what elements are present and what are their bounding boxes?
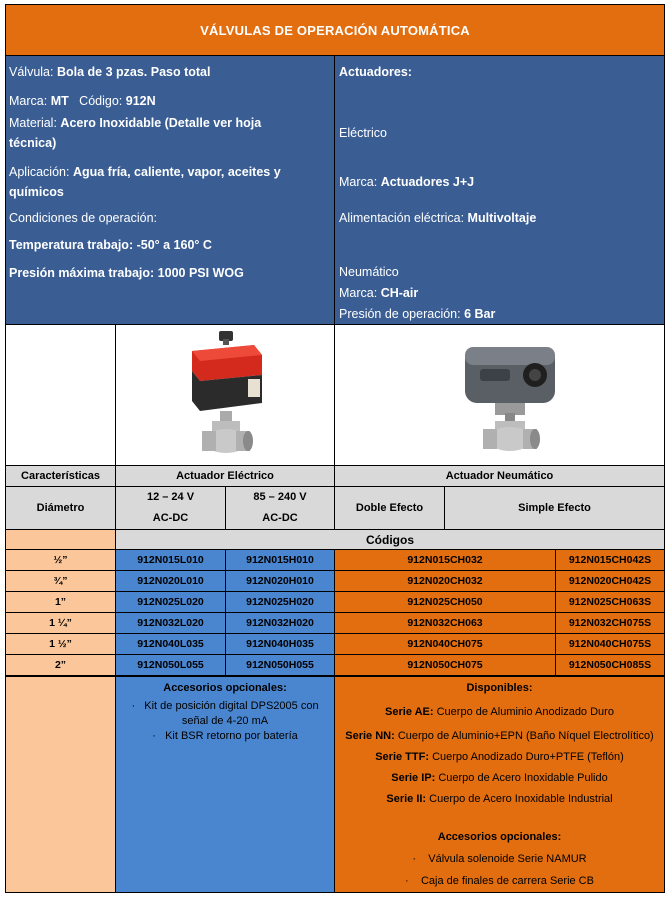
pneumatic-accessory-item-1: · Válvula solenoide Serie NAMUR bbox=[412, 853, 587, 865]
pneumatic-accessories-title: Accesorios opcionales: bbox=[437, 831, 562, 843]
series-item bbox=[335, 750, 664, 765]
series-desc: Cuerpo de Aluminio Anodizado Duro bbox=[436, 706, 614, 718]
available-title: Disponibles: bbox=[466, 682, 533, 694]
row-size: ¾” bbox=[5, 570, 116, 592]
row-size: 1” bbox=[5, 591, 116, 613]
electric-brand-line: Marca: Actuadores J+J bbox=[339, 175, 475, 189]
electric-accessories-title: Accesorios opcionales: bbox=[163, 682, 287, 694]
voltage-low-line2: AC-DC bbox=[152, 512, 189, 524]
row-code: 912N040CH075 bbox=[334, 633, 556, 655]
codes-row-blank bbox=[5, 529, 116, 550]
pneumatic-available-panel bbox=[334, 676, 665, 893]
row-code: 912N020H010 bbox=[225, 570, 335, 592]
series-name: Serie TTF: bbox=[375, 751, 430, 763]
row-code: 912N025CH063S bbox=[555, 591, 665, 613]
row-code: 912N040CH075S bbox=[555, 633, 665, 655]
electric-accessory-item-1: · Kit de posición digital DPS2005 con bbox=[131, 700, 319, 712]
pressure-line: Presión máxima trabajo: 1000 PSI WOG bbox=[9, 266, 244, 280]
row-code: 912N020CH042S bbox=[555, 570, 665, 592]
power-line: Alimentación eléctrica: Multivoltaje bbox=[339, 211, 537, 225]
actuator-info-panel bbox=[334, 55, 665, 325]
row-code: 912N015L010 bbox=[115, 549, 226, 571]
material-line-2: técnica) bbox=[9, 136, 57, 150]
row-code: 912N050CH085S bbox=[555, 654, 665, 676]
row-code: 912N020L010 bbox=[115, 570, 226, 592]
valve-info-panel bbox=[5, 55, 335, 325]
electric-heading: Eléctrico bbox=[339, 126, 387, 140]
row-code: 912N050L055 bbox=[115, 654, 226, 676]
codes-header: Códigos bbox=[115, 529, 665, 550]
row-code: 912N050H055 bbox=[225, 654, 335, 676]
row-code: 912N025H020 bbox=[225, 591, 335, 613]
page-title bbox=[5, 4, 665, 56]
application-line: Aplicación: Agua fría, caliente, vapor, aceites y bbox=[9, 165, 281, 179]
electric-actuator-image bbox=[115, 324, 335, 466]
page-title-text: VÁLVULAS DE OPERACIÓN AUTOMÁTICA bbox=[200, 22, 470, 38]
material-line: Material: Acero Inoxidable (Detalle ver hoja bbox=[9, 116, 262, 130]
voltage-low-line1: 12 – 24 V bbox=[146, 491, 195, 503]
row-code: 912N032CH063 bbox=[334, 612, 556, 634]
row-code: 912N040L035 bbox=[115, 633, 226, 655]
application-line-2: químicos bbox=[9, 185, 64, 199]
single-effect-header: Simple Efecto bbox=[444, 486, 665, 530]
pneumatic-actuator-image bbox=[334, 324, 665, 466]
image-row-blank bbox=[5, 324, 116, 466]
brand-line: Marca: MT Código: 912N bbox=[9, 94, 156, 108]
row-code: 912N032L020 bbox=[115, 612, 226, 634]
electric-actuator-header: Actuador Eléctrico bbox=[115, 465, 335, 487]
series-name: Serie IP: bbox=[391, 772, 436, 784]
series-name: Serie NN: bbox=[345, 730, 395, 742]
series-name: Serie II: bbox=[386, 793, 427, 805]
electric-accessories-panel bbox=[115, 676, 335, 893]
series-item bbox=[335, 792, 664, 807]
voltage-low-header bbox=[115, 486, 226, 530]
op-pressure-line: Presión de operación: 6 Bar bbox=[339, 307, 496, 321]
series-item bbox=[335, 771, 664, 786]
valve-line: Válvula: Bola de 3 pzas. Paso total bbox=[9, 65, 211, 79]
double-effect-header: Doble Efecto bbox=[334, 486, 445, 530]
electric-accessory-item-1-line2: señal de 4-20 mA bbox=[181, 715, 269, 727]
temperature-line: Temperatura trabajo: -50° a 160° C bbox=[9, 238, 212, 252]
bottom-blank bbox=[5, 676, 116, 893]
characteristics-header: Características bbox=[5, 465, 116, 487]
pneumatic-brand-line: Marca: CH-air bbox=[339, 286, 419, 300]
pneumatic-actuator-valve-icon bbox=[335, 325, 664, 465]
voltage-high-header bbox=[225, 486, 335, 530]
row-code: 912N050CH075 bbox=[334, 654, 556, 676]
series-item bbox=[335, 705, 664, 720]
row-size: 1 ½” bbox=[5, 633, 116, 655]
pneumatic-heading: Neumático bbox=[339, 265, 399, 279]
series-name: Serie AE: bbox=[385, 706, 434, 718]
pneumatic-accessory-item-2: · Caja de finales de carrera Serie CB bbox=[405, 875, 594, 887]
pneumatic-actuator-header: Actuador Neumático bbox=[334, 465, 665, 487]
diameter-header: Diámetro bbox=[5, 486, 116, 530]
series-desc: Cuerpo de Acero Inoxidable Industrial bbox=[429, 793, 613, 805]
row-code: 912N025CH050 bbox=[334, 591, 556, 613]
row-code: 912N015CH032 bbox=[334, 549, 556, 571]
row-code: 912N025L020 bbox=[115, 591, 226, 613]
actuators-heading: Actuadores: bbox=[339, 65, 412, 79]
series-desc: Cuerpo de Acero Inoxidable Pulido bbox=[438, 772, 608, 784]
electric-actuator-valve-icon bbox=[116, 325, 334, 465]
row-code: 912N032H020 bbox=[225, 612, 335, 634]
row-size: 2” bbox=[5, 654, 116, 676]
series-item bbox=[335, 729, 664, 744]
conditions-line: Condiciones de operación: bbox=[9, 211, 158, 225]
row-size: 1 ¼” bbox=[5, 612, 116, 634]
row-code: 912N032CH075S bbox=[555, 612, 665, 634]
row-code: 912N015H010 bbox=[225, 549, 335, 571]
row-size: ½” bbox=[5, 549, 116, 571]
voltage-high-line2: AC-DC bbox=[262, 512, 298, 524]
row-code: 912N015CH042S bbox=[555, 549, 665, 571]
row-code: 912N040H035 bbox=[225, 633, 335, 655]
series-desc: Cuerpo Anodizado Duro+PTFE (Teflón) bbox=[432, 751, 624, 763]
series-desc: Cuerpo de Aluminio+EPN (Baño Níquel Electrolítico) bbox=[397, 730, 654, 742]
electric-accessory-item-2: · Kit BSR retorno por batería bbox=[152, 730, 298, 742]
row-code: 912N020CH032 bbox=[334, 570, 556, 592]
voltage-high-line1: 85 – 240 V bbox=[253, 491, 307, 503]
